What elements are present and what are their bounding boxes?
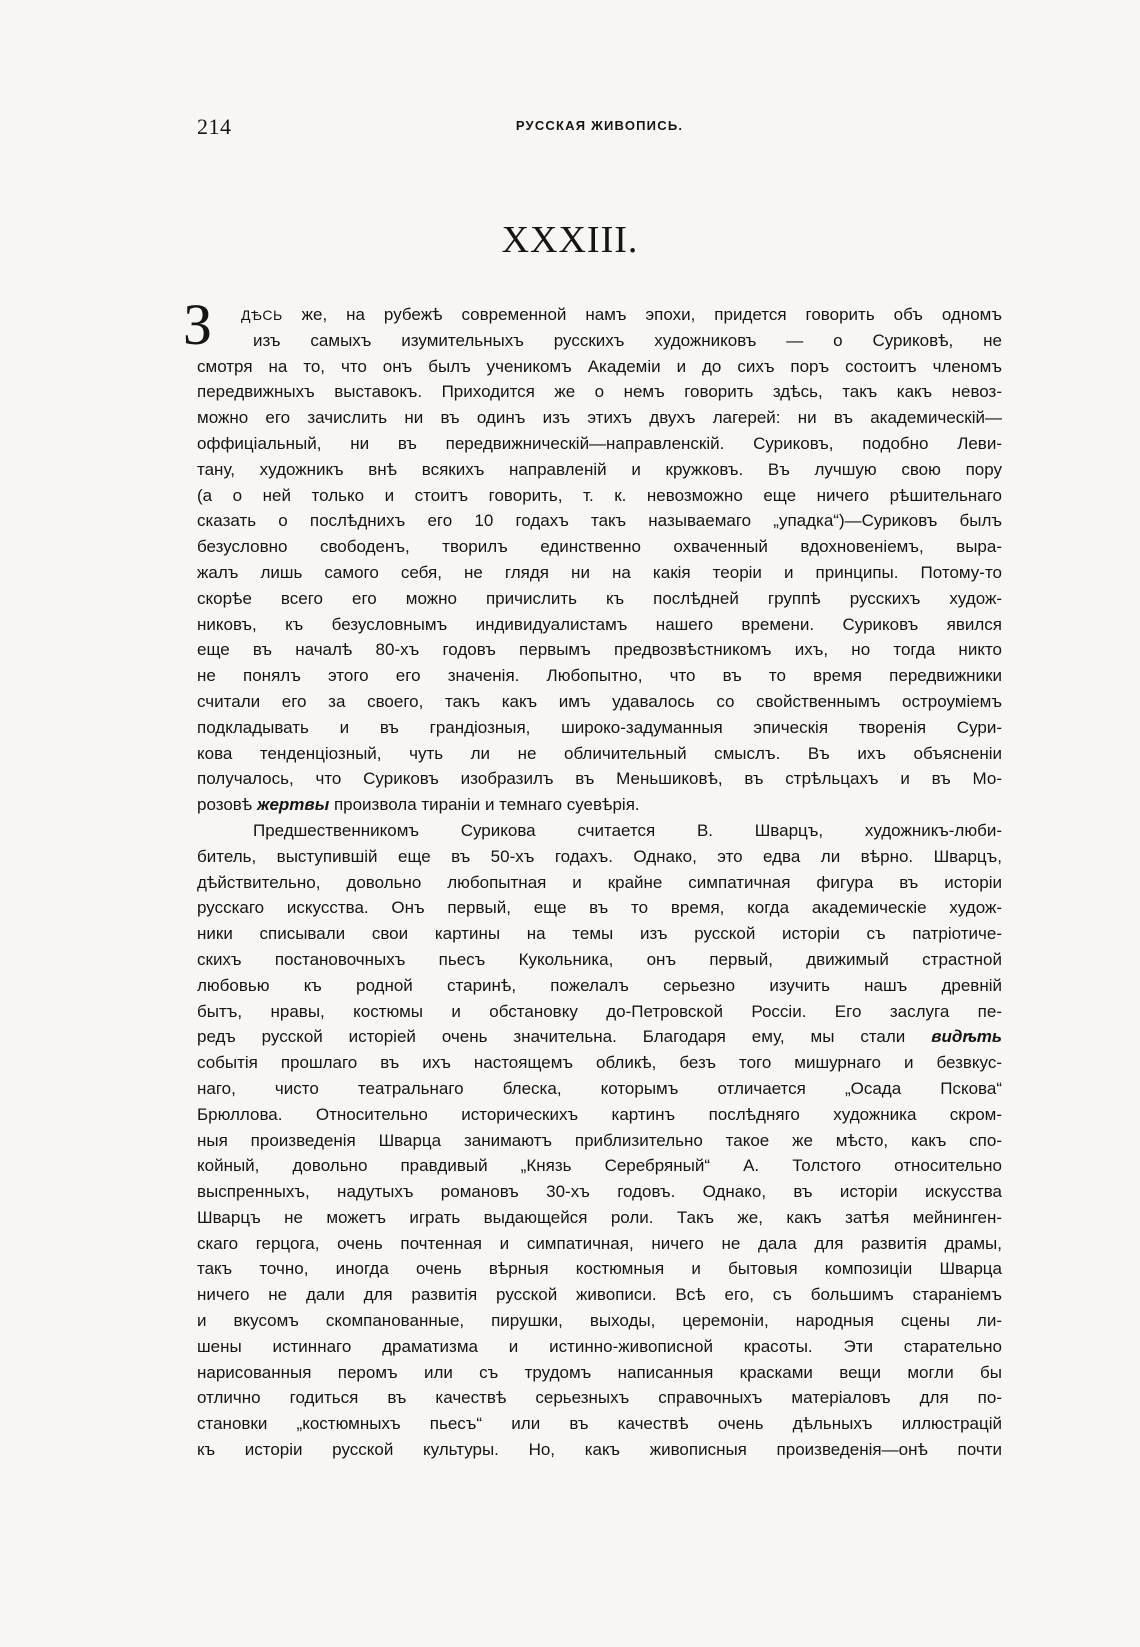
text-line: бытъ, нравы, костюмы и обстановку до-Петровской Россіи. Его заслуга пе- <box>197 1001 1002 1021</box>
text-line: безусловно свободенъ, творилъ единственно охваченный вдохновеніемъ, выра- <box>197 537 1002 557</box>
text-line: смотря на то, что онъ былъ ученикомъ Академіи и до сихъ поръ состоитъ членомъ <box>197 356 1002 376</box>
text-line: никовъ, къ безусловнымъ индивидуалистамъ нашего времени. Суриковъ явился <box>197 614 1002 634</box>
paragraph-1 <box>197 328 1002 792</box>
emphasis-text: видѣть <box>931 1027 1002 1047</box>
running-title: РУССКАЯ ЖИВОПИСЬ. <box>515 118 684 133</box>
text-line: Предшественникомъ Сурикова считается В. Шварцъ, художникъ-люби- <box>253 820 1002 840</box>
text-line: такъ точно, иногда очень вѣрныя костюмныя и бытовыя композиціи Шварца <box>197 1259 1002 1279</box>
text-span: редъ русской исторіей очень значительна. Благодаря ему, мы стали <box>197 1027 932 1047</box>
text-line: жалъ лишь самого себя, не глядя ни на какія теоріи и принципы. Потому-то <box>197 562 1002 582</box>
text-line: становки „костюмныхъ пьесъ“ или въ качествѣ очень дѣльныхъ иллюстрацій <box>197 1414 1002 1434</box>
text-span: розовѣ <box>197 795 257 815</box>
text-line: любовью къ родной старинѣ, пожелалъ серьезно изучить нашъ древній <box>197 975 1002 995</box>
text-line: еще въ началѣ 80-хъ годовъ первымъ предвозвѣстникомъ ихъ, но тогда никто <box>197 640 1002 660</box>
text-line: Шварцъ не можетъ играть выдающейся роли. Такъ же, какъ затѣя мейнинген- <box>197 1207 1002 1227</box>
text-span: произвола тираніи и темнаго суевѣрія. <box>329 795 640 815</box>
text-line: шены истиннаго драматизма и истинно-живописной красоты. Эти старательно <box>197 1336 1002 1356</box>
text-line: событія прошлаго въ ихъ настоящемъ обликѣ, безъ того мишурнаго и безвкус- <box>197 1053 1002 1073</box>
text-line <box>197 1024 1002 1050</box>
body-text <box>183 292 1002 1463</box>
text-line: нарисованныя перомъ или съ трудомъ написанныя красками вещи могли бы <box>197 1362 1002 1382</box>
text-line: дѣйствительно, довольно любопытная и крайне симпатичная фигура въ исторіи <box>197 872 1002 892</box>
text-line: изъ самыхъ изумительныхъ русскихъ художниковъ — о Суриковѣ, не <box>253 330 1002 350</box>
text-line: и вкусомъ скомпанованные, пирушки, выходы, церемоніи, народныя сцены ли- <box>197 1311 1002 1331</box>
text-line: сказать о послѣднихъ его 10 годахъ такъ называемаго „упадка“)—Суриковъ былъ <box>197 511 1002 531</box>
text-line-first-rest: же, на рубежѣ современной намъ эпохи, придется говорить объ одномъ <box>282 305 1002 324</box>
page-number: 214 <box>197 114 232 139</box>
text-line: отлично годиться въ качествѣ серьезныхъ справочныхъ матеріаловъ для по- <box>197 1388 1002 1408</box>
drop-cap: З <box>183 292 213 357</box>
text-line: получалось, что Суриковъ изобразилъ въ Меньшиковѣ, въ стрѣльцахъ и въ Мо- <box>197 769 1002 789</box>
text-line <box>197 792 1002 818</box>
text-line: Брюллова. Относительно историческихъ картинъ послѣдняго художника скром- <box>197 1104 1002 1124</box>
text-line: наго, чисто театральнаго блеска, которымъ отличается „Осада Пскова“ <box>197 1078 1002 1098</box>
text-line: тану, художникъ внѣ всякихъ направленій и кружковъ. Въ лучшую свою пору <box>197 459 1002 479</box>
text-line: русскаго искусства. Онъ первый, еще въ то время, когда академическіе худож- <box>197 898 1002 918</box>
text-line: (а о ней только и стоитъ говорить, т. к. невозможно еще ничего рѣшительнаго <box>197 485 1002 505</box>
text-line: кова тенденціозный, чуть ли не обличительный смыслъ. Въ ихъ объясненіи <box>197 743 1002 763</box>
text-line: койный, довольно правдивый „Князь Серебряный“ А. Толстого относительно <box>197 1156 1002 1176</box>
text-line: ныя произведенія Шварца занимаютъ приблизительно такое же мѣсто, какъ спо- <box>197 1130 1002 1150</box>
text-line: ники списывали свои картины на темы изъ русской исторіи съ патріотиче- <box>197 924 1002 944</box>
text-line: не понялъ этого его значенія. Любопытно, что въ то время передвижники <box>197 666 1002 686</box>
paragraph-2-rest <box>197 1050 1002 1463</box>
text-line: скаго герцога, очень почтенная и симпатичная, ничего не дала для развитія драмы, <box>197 1233 1002 1253</box>
text-line: къ исторіи русской культуры. Но, какъ живописныя произведенія—онѣ почти <box>197 1440 1002 1460</box>
running-head <box>197 114 1002 144</box>
text-line: битель, выступившій еще въ 50-хъ годахъ. Однако, это едва ли вѣрно. Шварцъ, <box>197 846 1002 866</box>
text-line: подкладывать и въ грандіозныя, широко-задуманныя эпическія творенія Сури- <box>197 717 1002 737</box>
text-line: ничего не дали для развитія русской живописи. Всѣ его, съ большимъ стараніемъ <box>197 1285 1002 1305</box>
paragraph-2-start <box>197 818 1002 1024</box>
text-line: скихъ постановочныхъ пьесъ Кукольника, онъ первый, движимый страстной <box>197 949 1002 969</box>
text-line: считали его за своего, такъ какъ имъ удавалось со свойственнымъ остроуміемъ <box>197 691 1002 711</box>
text-line: передвижныхъ выставокъ. Приходится же о немъ говорить здѣсь, такъ какъ невоз- <box>197 382 1002 402</box>
smallcaps-word: ДѢСЬ <box>241 307 283 323</box>
text-line: скорѣе всего его можно причислить къ послѣдней группѣ русскихъ худож- <box>197 588 1002 608</box>
text-line: оффиціальный, ни въ передвижническій—направленскій. Суриковъ, подобно Леви- <box>197 433 1002 453</box>
text-line: можно его зачислить ни въ одинъ изъ этихъ двухъ лагерей: ни въ академическій— <box>197 408 1002 428</box>
emphasis-text: жертвы <box>256 795 330 815</box>
text-line: выспренныхъ, надутыхъ романовъ 30-хъ годовъ. Однако, въ исторіи искусства <box>197 1182 1002 1202</box>
chapter-number: XXXIII. <box>501 219 639 261</box>
